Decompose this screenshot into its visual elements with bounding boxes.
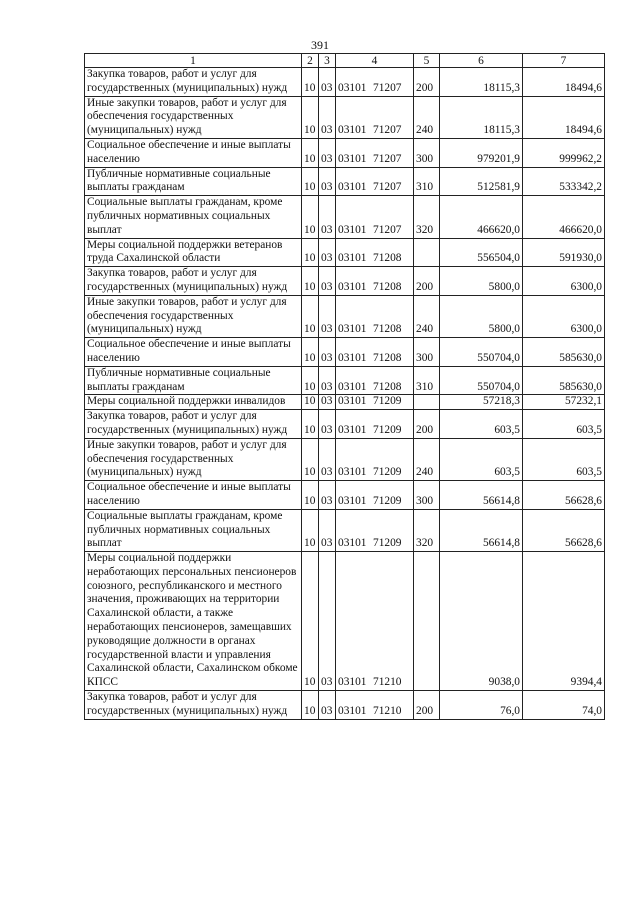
amount-year-2-cell: 56628,6 bbox=[523, 481, 605, 510]
amount-year-1-cell: 556504,0 bbox=[440, 238, 523, 267]
target-article-cell bbox=[336, 138, 414, 167]
section-code-cell: 10 bbox=[302, 552, 319, 691]
expense-type-cell: 240 bbox=[414, 96, 440, 138]
section-code-cell: 10 bbox=[302, 410, 319, 439]
amount-year-2-cell: 18494,6 bbox=[523, 68, 605, 97]
target-article-direction-code: 71208 bbox=[373, 323, 402, 336]
expense-type-cell: 200 bbox=[414, 267, 440, 296]
row-name-cell: Закупка товаров, работ и услуг для государственных (муниципальных) нужд bbox=[85, 410, 302, 439]
amount-year-1-cell: 9038,0 bbox=[440, 552, 523, 691]
expense-type-cell: 240 bbox=[414, 438, 440, 480]
section-code-cell: 10 bbox=[302, 96, 319, 138]
subsection-code-cell: 03 bbox=[319, 238, 336, 267]
row-name-cell: Меры социальной поддержки инвалидов bbox=[85, 395, 302, 410]
target-article-direction-code: 71209 bbox=[373, 466, 402, 479]
target-article-cell bbox=[336, 410, 414, 439]
target-article-cell bbox=[336, 196, 414, 238]
amount-year-2-cell: 585630,0 bbox=[523, 366, 605, 395]
target-article-cell bbox=[336, 481, 414, 510]
row-name-cell: Публичные нормативные социальные выплаты гражданам bbox=[85, 366, 302, 395]
table-row bbox=[85, 552, 605, 691]
amount-year-2-cell: 603,5 bbox=[523, 438, 605, 480]
header-cell: 5 bbox=[414, 54, 440, 68]
target-article-direction-code: 71208 bbox=[373, 351, 402, 364]
target-article-cell bbox=[336, 366, 414, 395]
amount-year-1-cell: 512581,9 bbox=[440, 167, 523, 196]
header-cell: 4 bbox=[336, 54, 414, 68]
amount-year-1-cell: 5800,0 bbox=[440, 267, 523, 296]
section-code-cell: 10 bbox=[302, 395, 319, 410]
subsection-code-cell: 03 bbox=[319, 267, 336, 296]
section-code-cell: 10 bbox=[302, 295, 319, 337]
row-name-cell: Закупка товаров, работ и услуг для государственных (муниципальных) нужд bbox=[85, 691, 302, 720]
table-row bbox=[85, 509, 605, 551]
expense-type-cell bbox=[414, 238, 440, 267]
expense-type-cell: 200 bbox=[414, 691, 440, 720]
section-code-cell: 10 bbox=[302, 196, 319, 238]
target-article-program-code: 03101 bbox=[338, 494, 367, 507]
subsection-code-cell: 03 bbox=[319, 366, 336, 395]
amount-year-2-cell: 6300,0 bbox=[523, 267, 605, 296]
table-row bbox=[85, 267, 605, 296]
amount-year-1-cell: 5800,0 bbox=[440, 295, 523, 337]
target-article-program-code: 03101 bbox=[338, 351, 367, 364]
header-row bbox=[85, 54, 605, 68]
amount-year-2-cell: 6300,0 bbox=[523, 295, 605, 337]
target-article-cell bbox=[336, 68, 414, 97]
table-row bbox=[85, 338, 605, 367]
amount-year-2-cell: 591930,0 bbox=[523, 238, 605, 267]
row-name-cell: Социальное обеспечение и иные выплаты населению bbox=[85, 138, 302, 167]
target-article-program-code: 03101 bbox=[338, 124, 367, 137]
expense-type-cell: 200 bbox=[414, 410, 440, 439]
section-code-cell: 10 bbox=[302, 509, 319, 551]
target-article-program-code: 03101 bbox=[338, 676, 367, 689]
expense-type-cell: 310 bbox=[414, 167, 440, 196]
amount-year-1-cell: 603,5 bbox=[440, 410, 523, 439]
subsection-code-cell: 03 bbox=[319, 552, 336, 691]
target-article-program-code: 03101 bbox=[338, 704, 367, 717]
subsection-code-cell: 03 bbox=[319, 481, 336, 510]
target-article-direction-code: 71210 bbox=[373, 676, 402, 689]
target-article-program-code: 03101 bbox=[338, 395, 367, 408]
expense-type-cell bbox=[414, 552, 440, 691]
amount-year-2-cell: 533342,2 bbox=[523, 167, 605, 196]
target-article-cell bbox=[336, 338, 414, 367]
table-row bbox=[85, 395, 605, 410]
amount-year-1-cell: 466620,0 bbox=[440, 196, 523, 238]
expense-type-cell: 320 bbox=[414, 196, 440, 238]
target-article-cell bbox=[336, 295, 414, 337]
target-article-direction-code: 71207 bbox=[373, 124, 402, 137]
subsection-code-cell: 03 bbox=[319, 509, 336, 551]
target-article-direction-code: 71209 bbox=[373, 423, 402, 436]
amount-year-2-cell: 56628,6 bbox=[523, 509, 605, 551]
table-row bbox=[85, 438, 605, 480]
row-name-cell: Закупка товаров, работ и услуг для государственных (муниципальных) нужд bbox=[85, 68, 302, 97]
row-name-cell: Социальное обеспечение и иные выплаты населению bbox=[85, 338, 302, 367]
target-article-direction-code: 71209 bbox=[373, 494, 402, 507]
table-row bbox=[85, 691, 605, 720]
budget-table bbox=[84, 53, 605, 720]
target-article-program-code: 03101 bbox=[338, 423, 367, 436]
section-code-cell: 10 bbox=[302, 438, 319, 480]
amount-year-2-cell: 603,5 bbox=[523, 410, 605, 439]
expense-type-cell: 300 bbox=[414, 138, 440, 167]
target-article-direction-code: 71207 bbox=[373, 81, 402, 94]
table-row bbox=[85, 295, 605, 337]
target-article-program-code: 03101 bbox=[338, 280, 367, 293]
amount-year-1-cell: 550704,0 bbox=[440, 338, 523, 367]
section-code-cell: 10 bbox=[302, 267, 319, 296]
target-article-direction-code: 71209 bbox=[373, 537, 402, 550]
target-article-direction-code: 71208 bbox=[373, 252, 402, 265]
subsection-code-cell: 03 bbox=[319, 410, 336, 439]
header-cell: 7 bbox=[523, 54, 605, 68]
header-cell: 6 bbox=[440, 54, 523, 68]
target-article-direction-code: 71207 bbox=[373, 181, 402, 194]
amount-year-1-cell: 603,5 bbox=[440, 438, 523, 480]
table-row bbox=[85, 96, 605, 138]
amount-year-2-cell: 74,0 bbox=[523, 691, 605, 720]
expense-type-cell bbox=[414, 395, 440, 410]
target-article-cell bbox=[336, 552, 414, 691]
target-article-direction-code: 71209 bbox=[373, 395, 402, 408]
expense-type-cell: 300 bbox=[414, 338, 440, 367]
expense-type-cell: 200 bbox=[414, 68, 440, 97]
amount-year-2-cell: 57232,1 bbox=[523, 395, 605, 410]
amount-year-1-cell: 18115,3 bbox=[440, 96, 523, 138]
target-article-program-code: 03101 bbox=[338, 223, 367, 236]
section-code-cell: 10 bbox=[302, 481, 319, 510]
subsection-code-cell: 03 bbox=[319, 295, 336, 337]
section-code-cell: 10 bbox=[302, 238, 319, 267]
row-name-cell: Меры социальной поддержки неработающих персональных пенсионеров союзного, республиканского и местного значения, проживающих на территории Сахалинской области, а также неработающих пенсионеров, замещавших руководящие должности в органах государственной власти и управления Сахалинской области, Сахалинском обкоме КПСС bbox=[85, 552, 302, 691]
header-cell: 3 bbox=[319, 54, 336, 68]
table-row bbox=[85, 238, 605, 267]
amount-year-1-cell: 57218,3 bbox=[440, 395, 523, 410]
target-article-cell bbox=[336, 96, 414, 138]
amount-year-1-cell: 56614,8 bbox=[440, 481, 523, 510]
subsection-code-cell: 03 bbox=[319, 395, 336, 410]
header-cell: 1 bbox=[85, 54, 302, 68]
section-code-cell: 10 bbox=[302, 138, 319, 167]
subsection-code-cell: 03 bbox=[319, 96, 336, 138]
amount-year-1-cell: 18115,3 bbox=[440, 68, 523, 97]
section-code-cell: 10 bbox=[302, 366, 319, 395]
table-row bbox=[85, 481, 605, 510]
expense-type-cell: 240 bbox=[414, 295, 440, 337]
amount-year-2-cell: 466620,0 bbox=[523, 196, 605, 238]
subsection-code-cell: 03 bbox=[319, 68, 336, 97]
target-article-cell bbox=[336, 238, 414, 267]
expense-type-cell: 300 bbox=[414, 481, 440, 510]
table-row bbox=[85, 167, 605, 196]
target-article-program-code: 03101 bbox=[338, 537, 367, 550]
target-article-cell bbox=[336, 438, 414, 480]
section-code-cell: 10 bbox=[302, 167, 319, 196]
row-name-cell: Иные закупки товаров, работ и услуг для обеспечения государственных (муниципальных) нужд bbox=[85, 295, 302, 337]
subsection-code-cell: 03 bbox=[319, 438, 336, 480]
subsection-code-cell: 03 bbox=[319, 338, 336, 367]
row-name-cell: Иные закупки товаров, работ и услуг для обеспечения государственных (муниципальных) нужд bbox=[85, 96, 302, 138]
target-article-program-code: 03101 bbox=[338, 323, 367, 336]
amount-year-1-cell: 56614,8 bbox=[440, 509, 523, 551]
amount-year-2-cell: 18494,6 bbox=[523, 96, 605, 138]
subsection-code-cell: 03 bbox=[319, 167, 336, 196]
target-article-program-code: 03101 bbox=[338, 181, 367, 194]
table-row bbox=[85, 196, 605, 238]
target-article-program-code: 03101 bbox=[338, 152, 367, 165]
target-article-cell bbox=[336, 691, 414, 720]
target-article-program-code: 03101 bbox=[338, 81, 367, 94]
amount-year-1-cell: 979201,9 bbox=[440, 138, 523, 167]
target-article-direction-code: 71207 bbox=[373, 223, 402, 236]
target-article-program-code: 03101 bbox=[338, 466, 367, 479]
row-name-cell: Социальные выплаты гражданам, кроме публичных нормативных социальных выплат bbox=[85, 509, 302, 551]
section-code-cell: 10 bbox=[302, 68, 319, 97]
header-cell: 2 bbox=[302, 54, 319, 68]
table-row bbox=[85, 410, 605, 439]
target-article-direction-code: 71210 bbox=[373, 704, 402, 717]
target-article-program-code: 03101 bbox=[338, 380, 367, 393]
row-name-cell: Меры социальной поддержки ветеранов труда Сахалинской области bbox=[85, 238, 302, 267]
expense-type-cell: 320 bbox=[414, 509, 440, 551]
amount-year-2-cell: 999962,2 bbox=[523, 138, 605, 167]
target-article-cell bbox=[336, 267, 414, 296]
section-code-cell: 10 bbox=[302, 691, 319, 720]
target-article-direction-code: 71208 bbox=[373, 380, 402, 393]
table-row bbox=[85, 68, 605, 97]
expense-type-cell: 310 bbox=[414, 366, 440, 395]
target-article-cell bbox=[336, 395, 414, 410]
target-article-cell bbox=[336, 167, 414, 196]
amount-year-1-cell: 76,0 bbox=[440, 691, 523, 720]
subsection-code-cell: 03 bbox=[319, 691, 336, 720]
target-article-cell bbox=[336, 509, 414, 551]
row-name-cell: Закупка товаров, работ и услуг для государственных (муниципальных) нужд bbox=[85, 267, 302, 296]
page-number: 391 bbox=[311, 38, 329, 52]
row-name-cell: Публичные нормативные социальные выплаты гражданам bbox=[85, 167, 302, 196]
amount-year-2-cell: 9394,4 bbox=[523, 552, 605, 691]
target-article-direction-code: 71207 bbox=[373, 152, 402, 165]
table-row bbox=[85, 366, 605, 395]
target-article-direction-code: 71208 bbox=[373, 280, 402, 293]
target-article-program-code: 03101 bbox=[338, 252, 367, 265]
row-name-cell: Иные закупки товаров, работ и услуг для обеспечения государственных (муниципальных) нужд bbox=[85, 438, 302, 480]
row-name-cell: Социальное обеспечение и иные выплаты населению bbox=[85, 481, 302, 510]
subsection-code-cell: 03 bbox=[319, 138, 336, 167]
section-code-cell: 10 bbox=[302, 338, 319, 367]
amount-year-1-cell: 550704,0 bbox=[440, 366, 523, 395]
amount-year-2-cell: 585630,0 bbox=[523, 338, 605, 367]
table-row bbox=[85, 138, 605, 167]
subsection-code-cell: 03 bbox=[319, 196, 336, 238]
row-name-cell: Социальные выплаты гражданам, кроме публичных нормативных социальных выплат bbox=[85, 196, 302, 238]
